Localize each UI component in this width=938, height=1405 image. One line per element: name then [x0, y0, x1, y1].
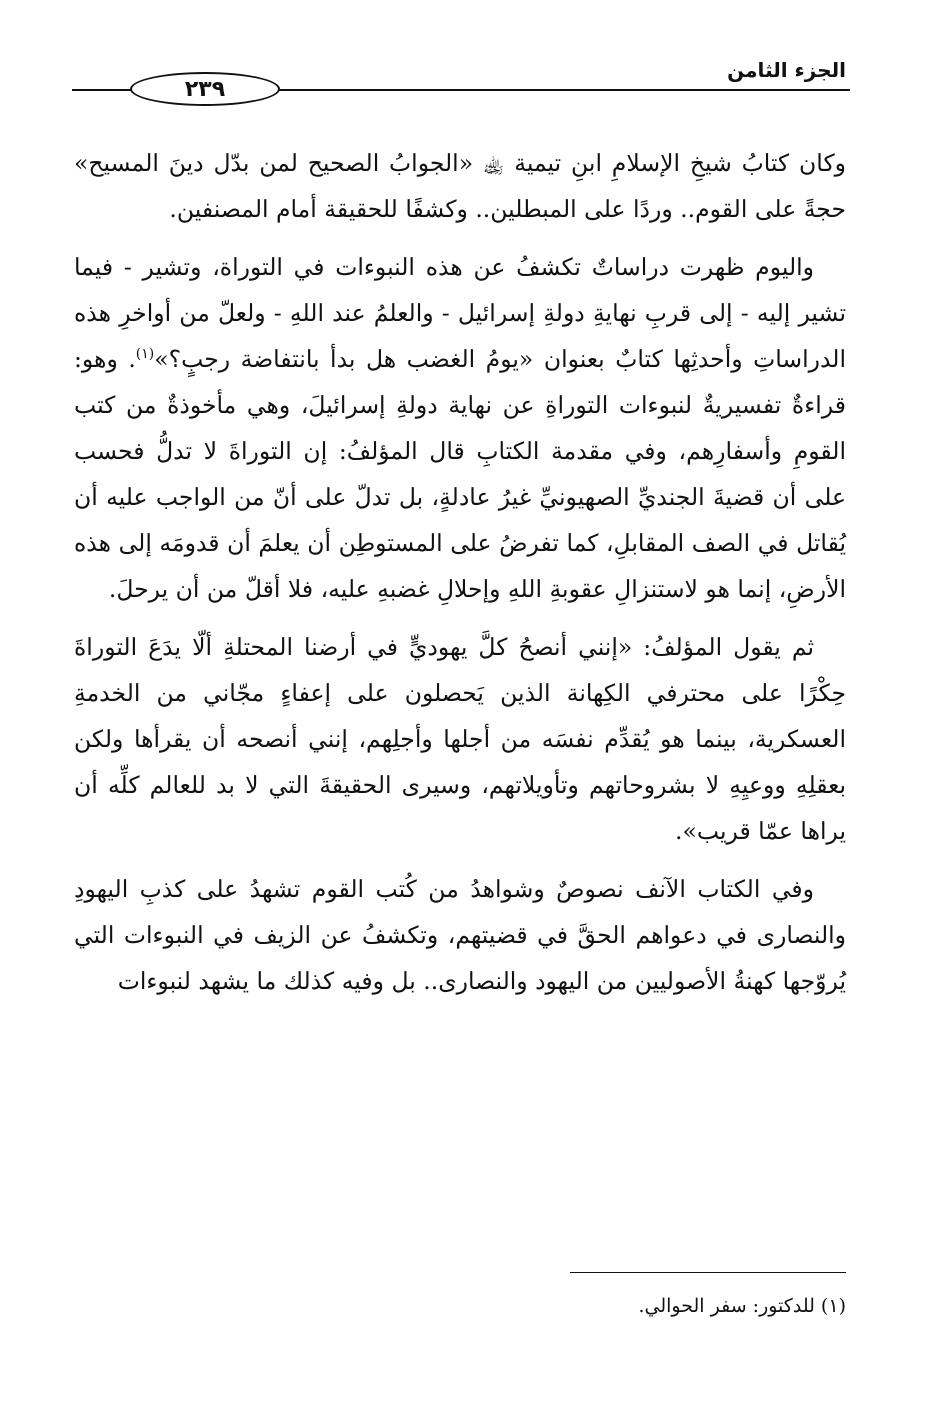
paragraph: ثم يقول المؤلفُ: «إنني أنصحُ كلَّ يهوديٍّ في أرضنا المحتلةِ ألّا يدَعَ التوراةَ حِكْرًا على محترفي الكِهانة الذين يَحصلون على إعفاءٍ مجّاني من الخدمةِ العسكرية، بينما هو يُقدِّم نفسَه من أجلها وأجلِهم، إنني أنصحه أن يقرأها ولكن بعقلِهِ ووعيِهِ لا بشروحاتهم وتأويلاتهم، وسيرى الحقيقةَ التي لا بد للعالم كلِّه أن يراها عمّا قريب». [74, 633, 846, 845]
paragraph-text: واليوم ظهرت دراساتٌ تكشفُ عن هذه النبوءات في التوراة، وتشير - فيما تشير إليه - إلى قربِ نهايةِ دولةِ إسرائيل - والعلمُ عند اللهِ - ولعلّ من أواخرِ هذه الدراساتِ وأحدثِها كتابٌ بعنوان «يومُ الغضب هل بدأ بانتفاضة رجبٍ؟» [74, 253, 846, 373]
footnote-rule [570, 1272, 846, 1273]
paragraph-text: . وهو: قراءةٌ تفسيريةٌ لنبوءات التوراةِ عن نهاية دولةِ إسرائيلَ، وهي مأخوذةٌ من كتب القومِ وأسفارِهم، وفي مقدمة الكتابِ قال المؤلفُ: إن التوراةَ لا تدلُّ فحسب على أن قضيةَ الجنديِّ الصهيونيِّ غيرُ عادلةٍ، بل تدلّ على أنّ من الواجب عليه أن يُقاتل في الصف المقابلِ، كما تفرضُ على المستوطِن أن يعلمَ أن قدومَه إلى هذه الأرضِ، إنما هو لاستنزالِ عقوبةِ اللهِ وإحلالِ غضبهِ عليه، فلا أقلّ من أن يرحلَ. [74, 345, 846, 603]
body-text [74, 140, 846, 1016]
footnote: (١) للدكتور: سفر الحوالي. [638, 1295, 846, 1317]
page-number: ٢٣٩ [130, 72, 280, 106]
page-header [72, 58, 850, 108]
paragraph: وفي الكتاب الآنف نصوصٌ وشواهدُ من كُتب القوم تشهدُ على كذبِ اليهودِ والنصارى في دعواهم الحقَّ في قضيتهم، وتكشفُ عن الزيف في النبوءات التي يُروّجها كهنةُ الأصوليين من اليهود والنصارى.. بل وفيه كذلك ما يشهد لنبوءات [74, 875, 846, 995]
footnote-reference: (١) [135, 346, 155, 363]
paragraph [74, 244, 846, 612]
paragraph: وكان كتابُ شيخِ الإسلامِ ابنِ تيمية ﵀ «الجوابُ الصحيح لمن بدّل دينَ المسيح» حجةً على القوم.. وردًا على المبطلين.. وكشفًا للحقيقة أمام المصنفين. [74, 149, 846, 223]
running-head: الجزء الثامن [721, 58, 846, 82]
